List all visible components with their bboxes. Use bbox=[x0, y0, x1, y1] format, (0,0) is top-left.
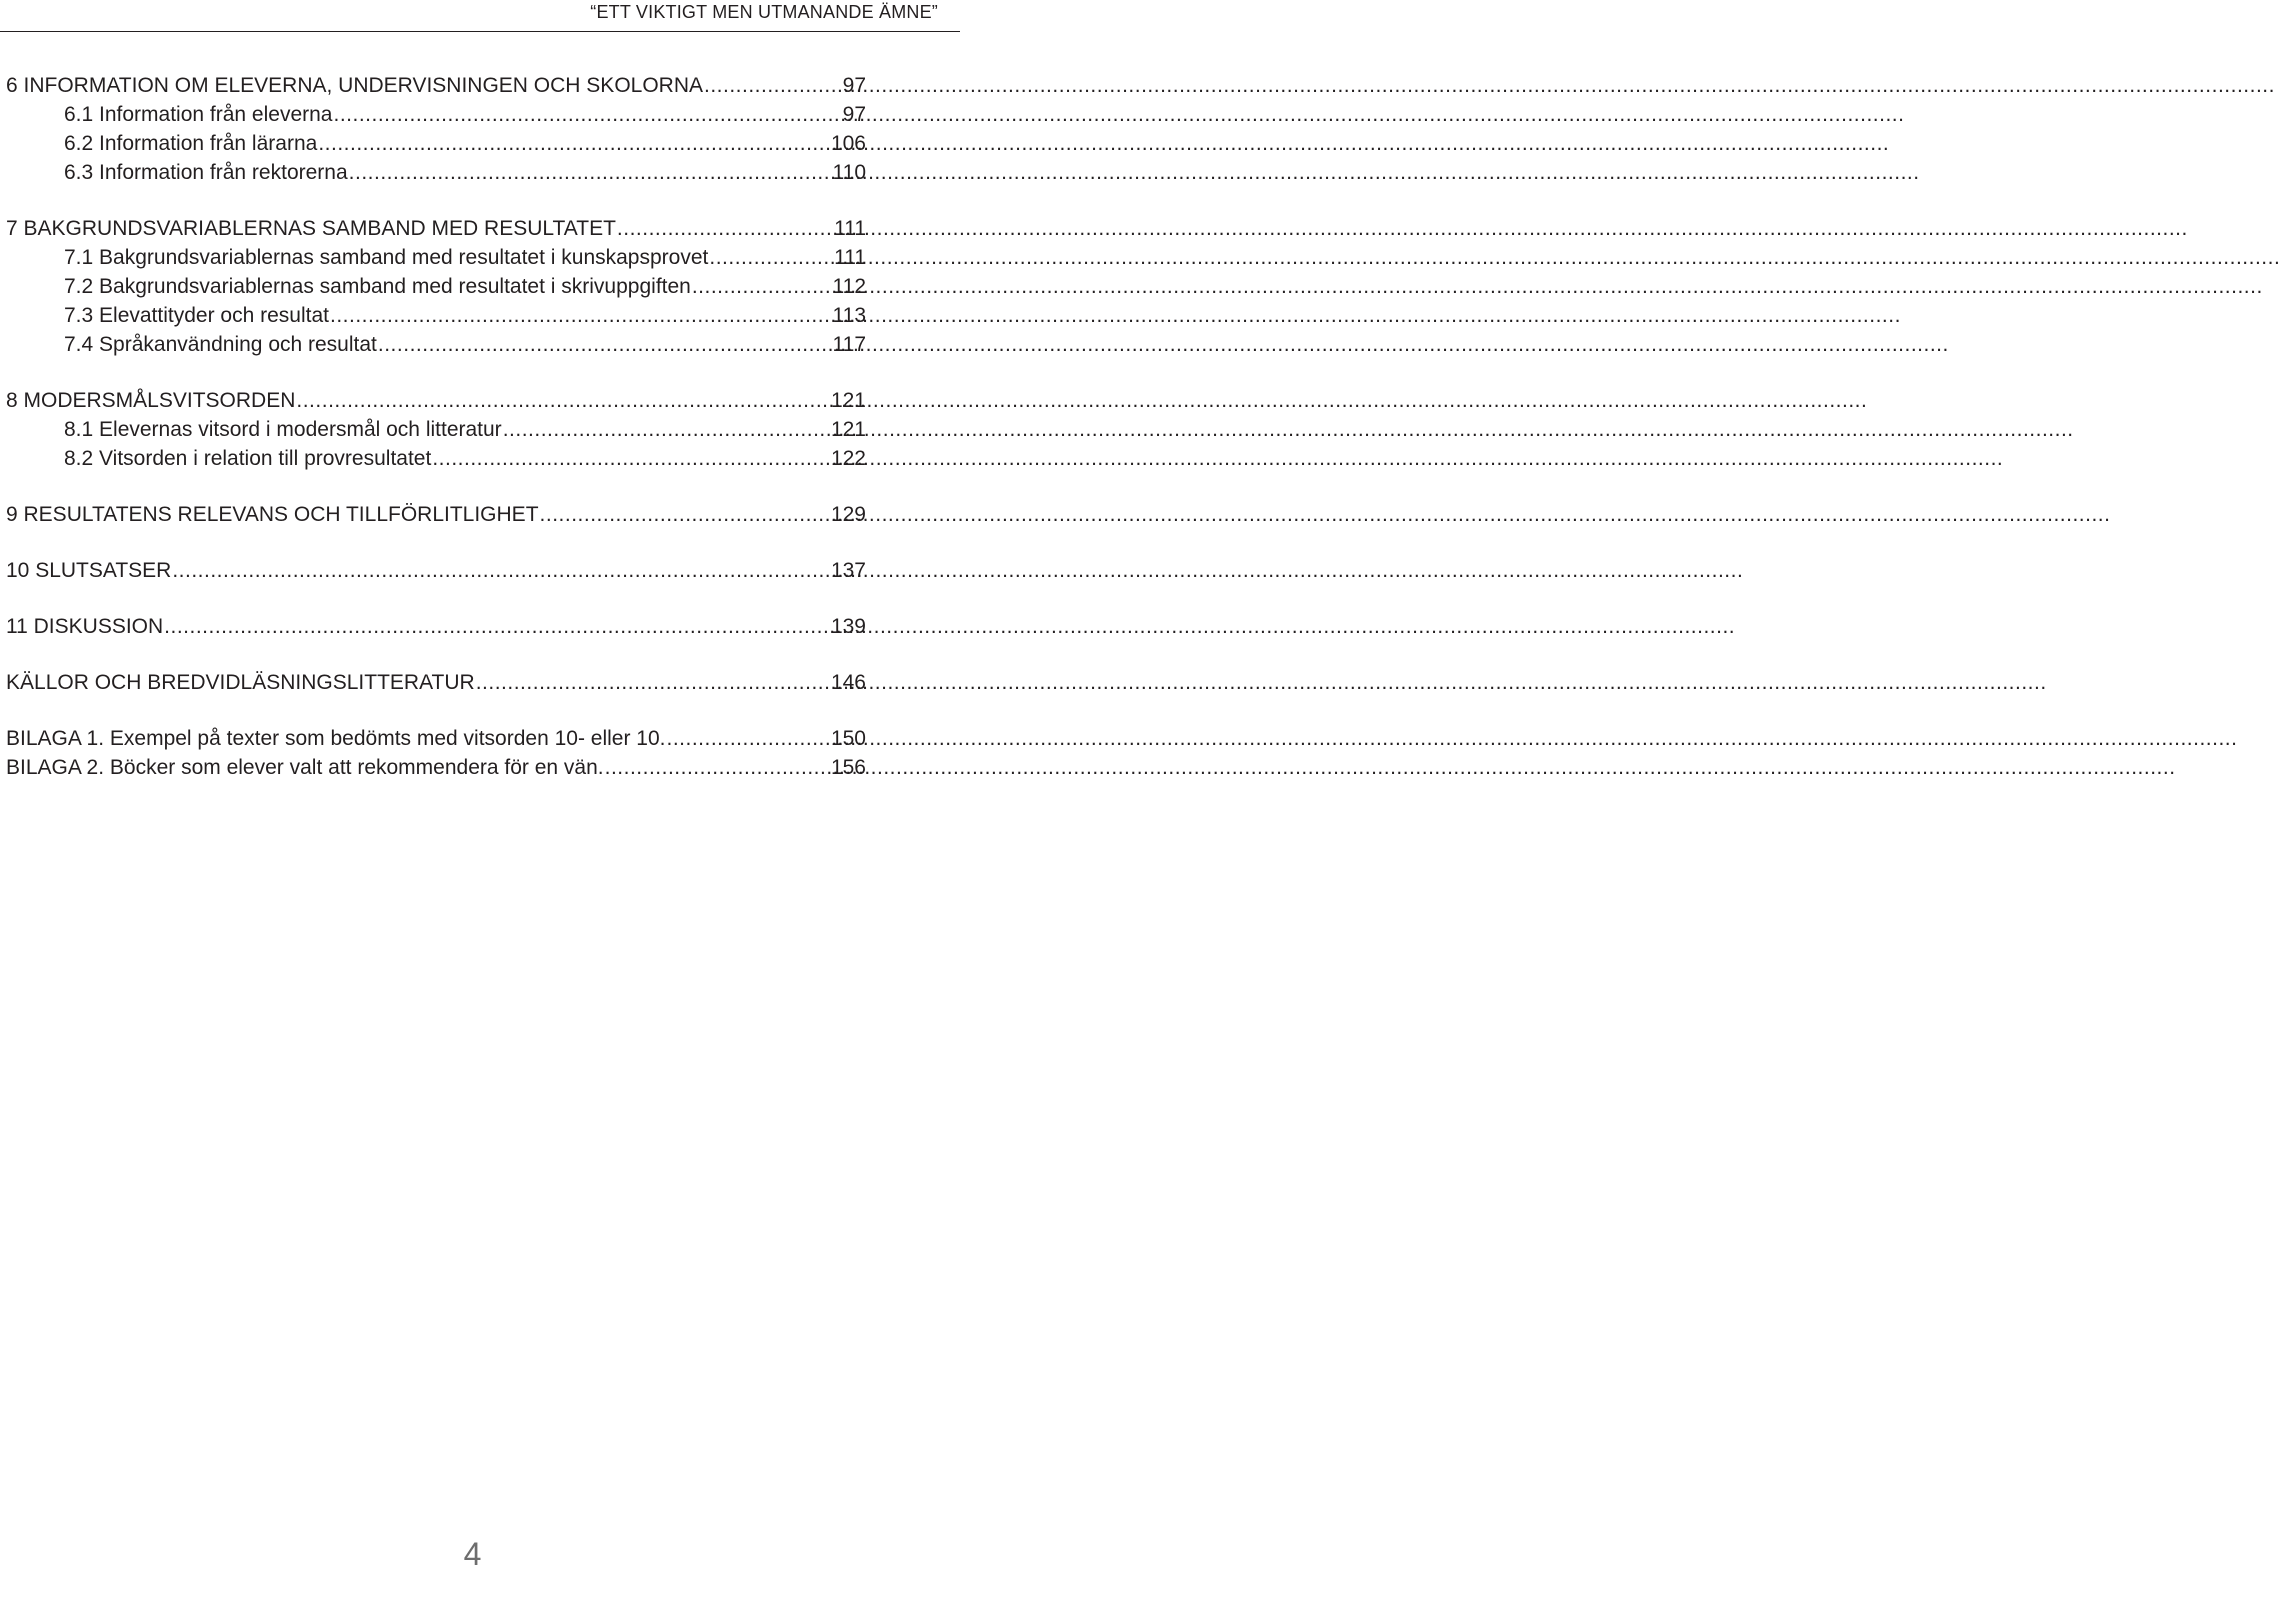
toc-entry-title: 7 BAKGRUNDSVARIABLERNAS SAMBAND MED RESULTATET bbox=[6, 217, 616, 240]
dot-leader bbox=[164, 612, 816, 641]
toc-subentry[interactable] bbox=[6, 415, 866, 444]
header-rule bbox=[0, 31, 960, 32]
toc-entry-title: 6.3 Information från rektorerna bbox=[64, 161, 348, 184]
toc-section bbox=[6, 556, 866, 585]
page-number: 4 bbox=[463, 1536, 482, 1572]
toc-entry[interactable] bbox=[6, 500, 866, 529]
toc-section bbox=[6, 724, 866, 782]
toc-section bbox=[6, 71, 866, 187]
toc-page-number: 150 bbox=[830, 727, 866, 750]
toc-entry[interactable] bbox=[6, 753, 866, 782]
toc-page-number: 110 bbox=[832, 161, 866, 184]
dot-leader bbox=[540, 500, 816, 529]
toc-entry-title: BILAGA 1. Exempel på texter som bedömts med vitsorden 10- eller 10. bbox=[6, 727, 666, 750]
toc-subentry[interactable] bbox=[6, 100, 866, 129]
dot-leader bbox=[476, 668, 816, 697]
toc-page-number: 111 bbox=[834, 217, 866, 240]
toc-entry-title: 9 RESULTATENS RELEVANS OCH TILLFÖRLITLIGHET bbox=[6, 503, 539, 526]
toc-page-number: 122 bbox=[830, 447, 866, 470]
toc-page-number: 111 bbox=[834, 246, 866, 269]
toc-page-number: 121 bbox=[830, 389, 866, 412]
dot-leader bbox=[704, 71, 816, 100]
toc-page-number: 121 bbox=[830, 418, 866, 441]
toc-section bbox=[6, 214, 866, 359]
dot-leader bbox=[318, 129, 816, 158]
toc-entry[interactable] bbox=[6, 668, 866, 697]
toc-section bbox=[6, 500, 866, 529]
toc-page-number: 97 bbox=[842, 103, 866, 126]
toc-page-number: 106 bbox=[830, 132, 866, 155]
toc-entry-title: 7.1 Bakgrundsvariablernas samband med resultatet i kunskapsprovet bbox=[64, 246, 709, 269]
toc-entry[interactable] bbox=[6, 386, 866, 415]
toc-page-number: 129 bbox=[830, 503, 866, 526]
toc-entry-title: 10 SLUTSATSER bbox=[6, 559, 172, 582]
toc-entry[interactable] bbox=[6, 612, 866, 641]
toc-entry-title: 8.1 Elevernas vitsord i modersmål och litteratur bbox=[64, 418, 502, 441]
toc-entry-title: 8.2 Vitsorden i relation till provresultatet bbox=[64, 447, 432, 470]
toc-subentry[interactable] bbox=[6, 301, 866, 330]
toc-page-number: 112 bbox=[832, 275, 866, 298]
toc-page-number: 156 bbox=[830, 756, 866, 779]
toc-page-number: 146 bbox=[830, 671, 866, 694]
toc-entry[interactable] bbox=[6, 71, 866, 100]
dot-leader bbox=[334, 100, 817, 129]
dot-leader bbox=[378, 330, 816, 359]
toc-subentry[interactable] bbox=[6, 243, 866, 272]
toc-entry-title: 6.1 Information från eleverna bbox=[64, 103, 333, 126]
toc-entry-title: KÄLLOR OCH BREDVIDLÄSNINGSLITTERATUR bbox=[6, 671, 475, 694]
toc-entry-title: 7.2 Bakgrundsvariablernas samband med resultatet i skrivuppgiften bbox=[64, 275, 691, 298]
toc-page-number: 117 bbox=[832, 333, 866, 356]
toc-subentry[interactable] bbox=[6, 272, 866, 301]
table-of-contents bbox=[6, 71, 866, 782]
toc-entry-title: 8 MODERSMÅLSVITSORDEN bbox=[6, 389, 296, 412]
toc-entry-title: 6 INFORMATION OM ELEVERNA, UNDERVISNINGEN OCH SKOLORNA bbox=[6, 74, 703, 97]
toc-entry-title: BILAGA 2. Böcker som elever valt att rekommendera för en vän. bbox=[6, 756, 604, 779]
toc-subentry[interactable] bbox=[6, 444, 866, 473]
toc-entry[interactable] bbox=[6, 214, 866, 243]
dot-leader bbox=[667, 724, 817, 753]
toc-page-number: 97 bbox=[842, 74, 866, 97]
toc-entry-title: 7.3 Elevattityder och resultat bbox=[64, 304, 329, 327]
dot-leader bbox=[296, 386, 816, 415]
toc-entry[interactable] bbox=[6, 556, 866, 585]
toc-subentry[interactable] bbox=[6, 330, 866, 359]
toc-subentry[interactable] bbox=[6, 129, 866, 158]
toc-entry-title: 7.4 Språkanvändning och resultat bbox=[64, 333, 377, 356]
toc-entry-title: 11 DISKUSSION bbox=[6, 615, 164, 638]
dot-leader bbox=[432, 444, 816, 473]
toc-page-number: 113 bbox=[832, 304, 866, 327]
toc-entry[interactable] bbox=[6, 724, 866, 753]
toc-entry-title: 6.2 Information från lärarna bbox=[64, 132, 318, 155]
dot-leader bbox=[692, 272, 816, 301]
dot-leader bbox=[617, 214, 816, 243]
dot-leader bbox=[349, 158, 816, 187]
dot-leader bbox=[709, 243, 816, 272]
toc-section bbox=[6, 386, 866, 473]
toc-section bbox=[6, 612, 866, 641]
dot-leader bbox=[330, 301, 816, 330]
dot-leader bbox=[503, 415, 816, 444]
toc-subentry[interactable] bbox=[6, 158, 866, 187]
toc-page-number: 139 bbox=[830, 615, 866, 638]
dot-leader bbox=[172, 556, 816, 585]
running-header-title: “ETT VIKTIGT MEN UTMANANDE ÄMNE” bbox=[590, 2, 938, 22]
toc-page-number: 137 bbox=[830, 559, 866, 582]
dot-leader bbox=[605, 753, 816, 782]
toc-section bbox=[6, 668, 866, 697]
